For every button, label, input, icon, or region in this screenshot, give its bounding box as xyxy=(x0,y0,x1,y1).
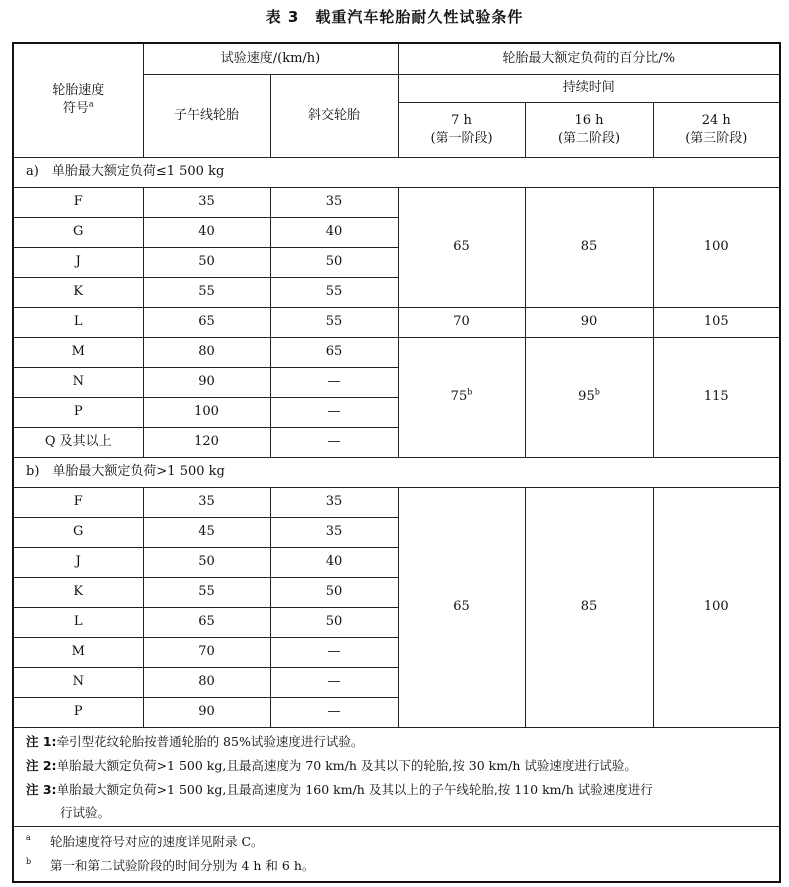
bias-speed-cell: — xyxy=(270,427,398,457)
stage-3-header: 24 h (第三阶段) xyxy=(653,102,780,157)
bias-speed-cell: 55 xyxy=(270,307,398,337)
table-footnotes xyxy=(13,826,780,882)
load-stage-2-cell: 95$^b$ xyxy=(525,337,653,457)
table-row xyxy=(13,487,780,517)
table-notes xyxy=(13,727,780,826)
radial-speed-cell: 50 xyxy=(143,247,270,277)
radial-speed-cell: 80 xyxy=(143,337,270,367)
table-row xyxy=(13,307,780,337)
bias-speed-cell: 35 xyxy=(270,487,398,517)
duration-header: 持续时间 xyxy=(398,74,780,102)
radial-speed-cell: 100 xyxy=(143,397,270,427)
speed-symbol-cell: L xyxy=(13,307,143,337)
radial-speed-cell: 120 xyxy=(143,427,270,457)
load-stage-2-cell: 85 xyxy=(525,187,653,307)
load-percent-header: 轮胎最大额定负荷的百分比/% xyxy=(398,43,780,74)
bias-speed-cell: 40 xyxy=(270,547,398,577)
radial-speed-cell: 35 xyxy=(143,487,270,517)
speed-symbol-cell: G xyxy=(13,517,143,547)
section-a-label: a) 单胎最大额定负荷≤1 500 kg xyxy=(13,157,780,187)
radial-speed-cell: 65 xyxy=(143,307,270,337)
speed-symbol-cell: N xyxy=(13,667,143,697)
bias-speed-cell: — xyxy=(270,667,398,697)
radial-speed-cell: 35 xyxy=(143,187,270,217)
speed-symbol-cell: J xyxy=(13,547,143,577)
note-3-continued: 行试验。 xyxy=(60,804,111,820)
note-1: 注 1:牵引型花纹轮胎按普通轮胎的 85%试验速度进行试验。 xyxy=(26,733,364,749)
radial-speed-cell: 90 xyxy=(143,697,270,727)
speed-symbol-cell: F xyxy=(13,187,143,217)
speed-symbol-cell: G xyxy=(13,217,143,247)
speed-symbol-cell: J xyxy=(13,247,143,277)
radial-speed-cell: 50 xyxy=(143,547,270,577)
load-stage-1-cell: 75$^b$ xyxy=(398,337,525,457)
bias-speed-cell: 40 xyxy=(270,217,398,247)
note-3: 注 3:单胎最大额定负荷>1 500 kg,且最高速度为 160 km/h 及其以上的子午线轮胎,按 110 km/h 试验速度进行 xyxy=(26,781,653,797)
stage-2-header: 16 h (第二阶段) xyxy=(525,102,653,157)
radial-speed-cell: 55 xyxy=(143,277,270,307)
radial-tire-header: 子午线轮胎 xyxy=(143,74,270,157)
radial-speed-cell: 90 xyxy=(143,367,270,397)
durability-test-table xyxy=(12,42,781,883)
speed-symbol-cell: N xyxy=(13,367,143,397)
note-2: 注 2:单胎最大额定负荷>1 500 kg,且最高速度为 70 km/h 及其以下的轮胎,按 30 km/h 试验速度进行试验。 xyxy=(26,757,637,773)
bias-tire-header: 斜交轮胎 xyxy=(270,74,398,157)
load-stage-1-cell: 65 xyxy=(398,187,525,307)
load-stage-3-cell: 100 xyxy=(653,487,780,727)
stage-1-header: 7 h (第一阶段) xyxy=(398,102,525,157)
speed-symbol-cell: Q 及其以上 xyxy=(13,427,143,457)
radial-speed-cell: 55 xyxy=(143,577,270,607)
speed-symbol-cell: P xyxy=(13,697,143,727)
radial-speed-cell: 65 xyxy=(143,607,270,637)
bias-speed-cell: — xyxy=(270,397,398,427)
table-row xyxy=(13,187,780,217)
load-stage-3-cell: 115 xyxy=(653,337,780,457)
radial-speed-cell: 80 xyxy=(143,667,270,697)
table-title: 表 3 载重汽车轮胎耐久性试验条件 xyxy=(265,8,524,26)
load-stage-1-cell: 65 xyxy=(398,487,525,727)
speed-symbol-cell: K xyxy=(13,577,143,607)
bias-speed-cell: 35 xyxy=(270,517,398,547)
speed-symbol-header: 轮胎速度 符号$^a$ xyxy=(13,43,143,157)
speed-symbol-cell: L xyxy=(13,607,143,637)
load-stage-1-cell: 70 xyxy=(398,307,525,337)
load-stage-2-cell: 85 xyxy=(525,487,653,727)
speed-symbol-cell: K xyxy=(13,277,143,307)
bias-speed-cell: 65 xyxy=(270,337,398,367)
speed-symbol-cell: P xyxy=(13,397,143,427)
bias-speed-cell: 35 xyxy=(270,187,398,217)
footnote-b: b 第一和第二试验阶段的时间分别为 4 h 和 6 h。 xyxy=(26,856,315,873)
radial-speed-cell: 45 xyxy=(143,517,270,547)
table-row xyxy=(13,337,780,367)
section-b-label: b) 单胎最大额定负荷>1 500 kg xyxy=(13,457,780,487)
bias-speed-cell: 50 xyxy=(270,247,398,277)
radial-speed-cell: 70 xyxy=(143,637,270,667)
load-stage-2-cell: 90 xyxy=(525,307,653,337)
bias-speed-cell: — xyxy=(270,367,398,397)
load-stage-3-cell: 100 xyxy=(653,187,780,307)
bias-speed-cell: — xyxy=(270,697,398,727)
bias-speed-cell: 50 xyxy=(270,607,398,637)
bias-speed-cell: 50 xyxy=(270,577,398,607)
bias-speed-cell: 55 xyxy=(270,277,398,307)
load-stage-3-cell: 105 xyxy=(653,307,780,337)
radial-speed-cell: 40 xyxy=(143,217,270,247)
speed-symbol-cell: M xyxy=(13,637,143,667)
test-speed-header: 试验速度/(km/h) xyxy=(143,43,398,74)
footnote-a: a 轮胎速度符号对应的速度详见附录 C。 xyxy=(26,832,264,849)
speed-symbol-cell: F xyxy=(13,487,143,517)
speed-symbol-cell: M xyxy=(13,337,143,367)
bias-speed-cell: — xyxy=(270,637,398,667)
